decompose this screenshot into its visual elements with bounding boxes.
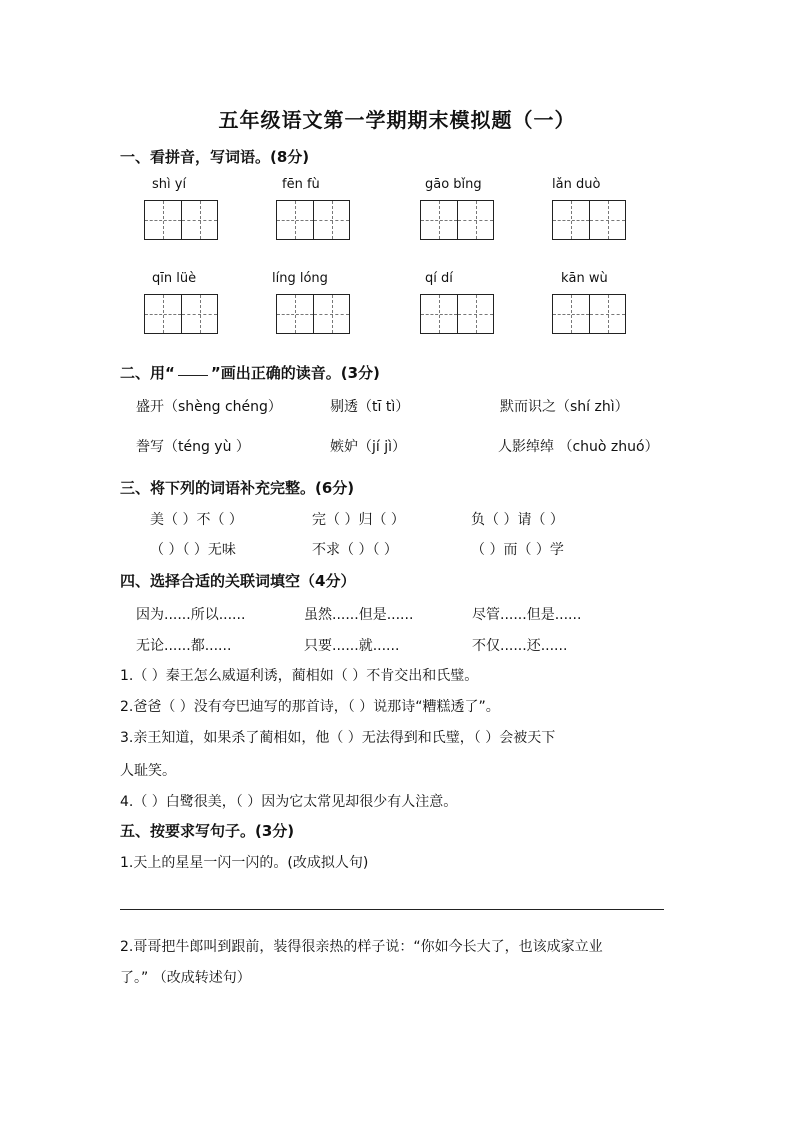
conjunction-option: 尽管......但是......	[472, 607, 582, 623]
underline-sample	[178, 375, 208, 376]
idiom-item: 美（ ）不（ ）	[150, 512, 243, 528]
pinyin-3: gāo bǐng	[425, 177, 482, 192]
pinyin-4: lǎn duò	[552, 177, 601, 192]
reading-item: 嫉妒（jí jì）	[330, 439, 407, 455]
question-3: 3.亲王知道，如果杀了蔺相如，他（ ）无法得到和氏璧，（ ）会被天下	[120, 730, 556, 746]
conjunction-option: 虽然......但是......	[304, 607, 414, 623]
reading-item: 盛开（shèng chéng）	[136, 399, 282, 415]
section-3-heading: 三、将下列的词语补充完整。(6分)	[120, 479, 355, 497]
pinyin-1: shì yí	[152, 177, 187, 192]
pinyin-8: kān wù	[561, 271, 608, 286]
question-1: 1.（ ）秦王怎么威逼利诱，蔺相如（ ）不肯交出和氏璧。	[120, 668, 479, 684]
section-1-heading: 一、看拼音，写词语。(8分)	[120, 148, 310, 166]
conjunction-option: 只要......就......	[304, 638, 400, 654]
section-5-heading: 五、按要求写句子。(3分)	[120, 822, 295, 840]
conjunction-option: 无论......都......	[136, 638, 232, 654]
heading-prefix: 二、用“	[120, 364, 175, 382]
idiom-item: （ ）而（ ）学	[471, 542, 564, 558]
writing-grid[interactable]	[420, 200, 494, 240]
heading-suffix: ”画出正确的读音。(3分)	[210, 364, 380, 382]
pinyin-7: qí dí	[425, 271, 453, 286]
writing-grid[interactable]	[276, 200, 350, 240]
answer-line[interactable]	[120, 909, 664, 910]
writing-grid[interactable]	[144, 200, 218, 240]
question-4: 4.（ ）白鹭很美，（ ）因为它太常见却很少有人注意。	[120, 794, 458, 810]
idiom-item: 不求（ ）（ ）	[312, 542, 398, 558]
writing-grid[interactable]	[144, 294, 218, 334]
idiom-item: 负（ ）请（ ）	[471, 512, 564, 528]
sentence-question-2: 2.哥哥把牛郎叫到跟前，装得很亲热的样子说：“你如今长大了，也该成家立业	[120, 939, 603, 955]
writing-grid[interactable]	[420, 294, 494, 334]
pinyin-6: líng lóng	[272, 271, 328, 286]
writing-grid[interactable]	[552, 294, 626, 334]
reading-item: 誊写（téng yù ）	[136, 439, 250, 455]
conjunction-option: 因为......所以......	[136, 607, 246, 623]
section-4-heading: 四、选择合适的关联词填空（4分）	[120, 572, 356, 590]
idiom-item: 完（ ）归（ ）	[312, 512, 405, 528]
question-3-continued: 人耻笑。	[120, 763, 176, 779]
pinyin-5: qīn lüè	[152, 271, 197, 286]
writing-grid[interactable]	[276, 294, 350, 334]
conjunction-option: 不仅......还......	[472, 638, 568, 654]
reading-item: 默而识之（shí zhì）	[500, 399, 629, 415]
reading-item: 剔透（tī tì）	[330, 399, 410, 415]
pinyin-2: fēn fù	[282, 177, 320, 192]
question-2: 2.爸爸（ ）没有夸巴迪写的那首诗，（ ）说那诗“糟糕透了”。	[120, 699, 500, 715]
section-2-heading	[120, 362, 380, 383]
page-title: 五年级语文第一学期期末模拟题（一）	[218, 108, 576, 132]
sentence-question-1: 1.天上的星星一闪一闪的。(改成拟人句)	[120, 855, 369, 871]
reading-item: 人影绰绰 （chuò zhuó）	[498, 439, 659, 455]
sentence-question-2-continued: 了。” （改成转述句）	[120, 970, 251, 986]
writing-grid[interactable]	[552, 200, 626, 240]
idiom-item: （ ）（ ）无味	[150, 542, 236, 558]
